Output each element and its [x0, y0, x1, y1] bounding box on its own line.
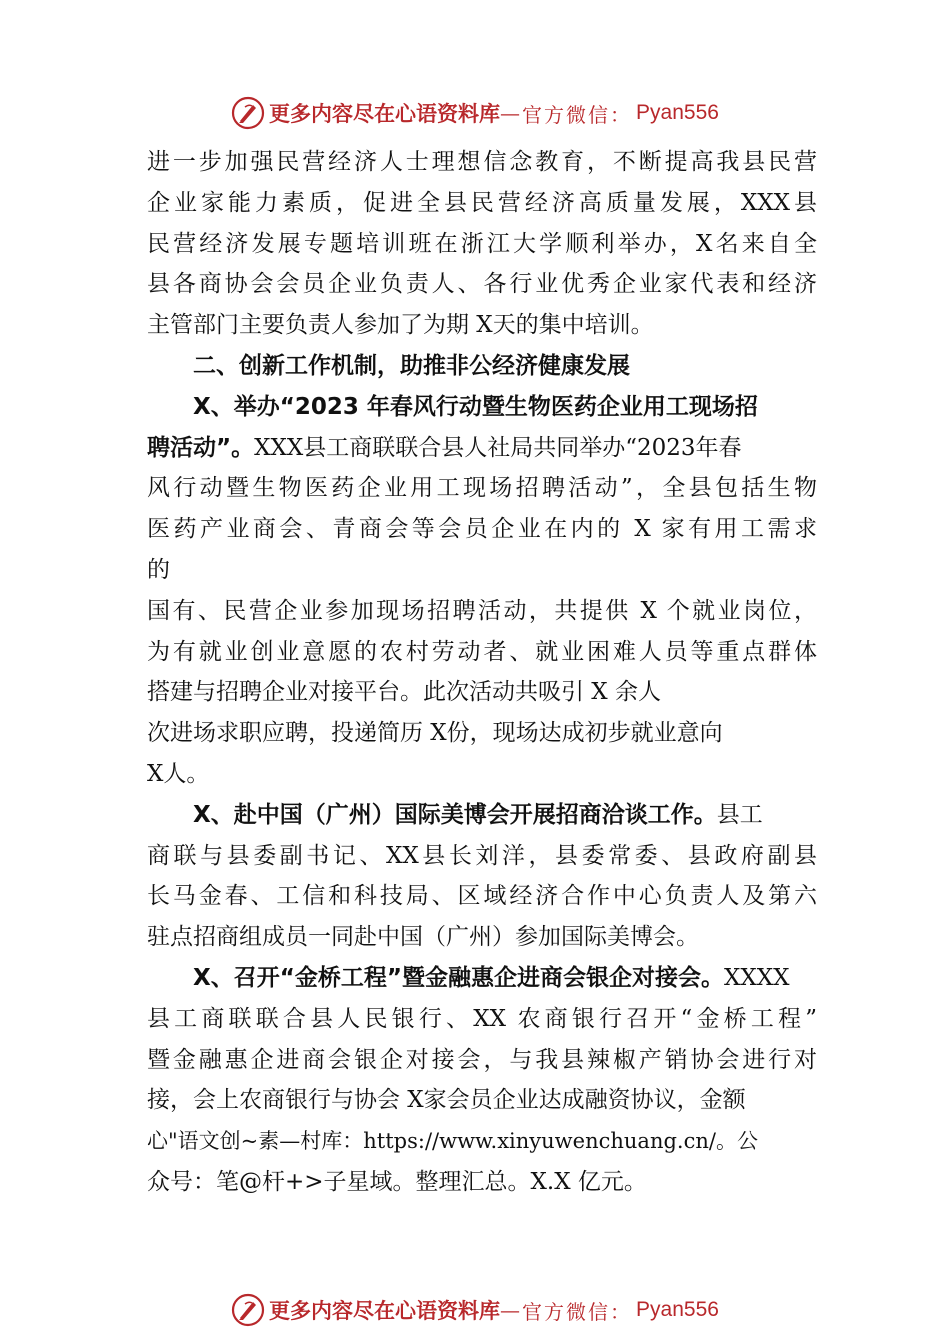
item1-line: 的 — [147, 556, 170, 583]
header-banner — [0, 93, 950, 133]
item3-title: X、召开“金桥工程”暨金融惠企进商会银企对接会。 — [193, 964, 724, 991]
item2-text: 县工 — [716, 801, 763, 828]
p1-line: 主管部门主要负责人参加了为期 X天的集中培训。 — [147, 312, 654, 339]
item1-line: 搭建与招聘企业对接平台。此次活动共吸引 X 余人 — [147, 679, 661, 706]
item3-line: 众号：笔@杆+>子星域。整理汇总。X.X 亿元。 — [147, 1168, 647, 1195]
p1-line: 企业家能力素质，促进全县民营经济高质量发展，XXX县 — [147, 189, 817, 216]
item2-line: 长马金春、工信和科技局、区域经济合作中心负责人及第六 — [147, 883, 817, 910]
banner-brand: 更多内容尽在心语资料库 — [269, 101, 501, 126]
banner-brand: 更多内容尽在心语资料库 — [269, 1298, 501, 1323]
item1-line: 国有、民营企业参加现场招聘活动，共提供 X 个就业岗位， — [147, 597, 817, 624]
item1-line: 医药产业商会、青商会等会员企业在内的 X 家有用工需求 — [147, 516, 817, 543]
banner-separator: — — [500, 1298, 523, 1322]
item1-text: XXX县工商联联合县人社局共同举办“2023年春 — [254, 434, 742, 461]
pen-emblem-icon — [231, 1293, 265, 1327]
item3-line: 暨金融惠企进商会银企对接会，与我县辣椒产销协会进行对 — [147, 1046, 817, 1073]
document-body — [147, 142, 817, 1203]
item3-line — [147, 958, 817, 999]
banner-wechat-id: Pyan556 — [636, 1298, 719, 1321]
item2-line: 商联与县委副书记、XX县长刘洋，县委常委、县政府副县 — [147, 842, 817, 869]
section-heading: 二、创新工作机制，助推非公经济健康发展 — [193, 352, 630, 379]
banner-wechat-id: Pyan556 — [636, 101, 719, 124]
banner-official-label: 官方微信： — [522, 1299, 633, 1324]
item1-line: 次进场求职应聘，投递简历 X份，现场达成初步就业意向 — [147, 720, 723, 747]
item2-line — [147, 795, 817, 836]
item1-title: X、举办“2023 年春风行动暨生物医药企业用工现场招 — [193, 393, 758, 420]
item1-line: 风行动暨生物医药企业用工现场招聘活动”，全县包括生物 — [147, 475, 817, 502]
item2-line: 驻点招商组成员一同赴中国（广州）参加国际美博会。 — [147, 924, 699, 951]
item1-line: X人。 — [147, 760, 210, 787]
banner-official-label: 官方微信： — [522, 102, 633, 127]
item3-text: XXXX — [723, 964, 790, 991]
p1-line: 民营经济发展专题培训班在浙江大学顺利举办，X名来自全 — [147, 230, 817, 257]
item1-line: 为有就业创业意愿的农村劳动者、就业困难人员等重点群体 — [147, 638, 817, 665]
item3-line: 接，会上农商银行与协会 X家会员企业达成融资协议，金额 — [147, 1087, 746, 1114]
p1-line: 进一步加强民营经济人士理想信念教育，不断提高我县民营 — [147, 149, 817, 175]
pen-emblem-icon — [231, 96, 265, 130]
item2-title: X、赴中国（广州）国际美博会开展招商洽谈工作。 — [193, 801, 717, 828]
item1-line — [147, 428, 817, 469]
p1-line: 县各商协会会员企业负责人、各行业优秀企业家代表和经济 — [147, 271, 817, 298]
item3-line: 县工商联联合县人民银行、XX 农商银行召开“金桥工程” — [147, 1005, 817, 1032]
item1-title-cont: 聘活动”。 — [147, 434, 255, 461]
item3-line: 心"语文创~素—村库：https://www.xinyuwenchuang.cn/。公 — [147, 1129, 758, 1154]
footer-banner — [0, 1290, 950, 1330]
banner-separator: — — [500, 101, 523, 125]
